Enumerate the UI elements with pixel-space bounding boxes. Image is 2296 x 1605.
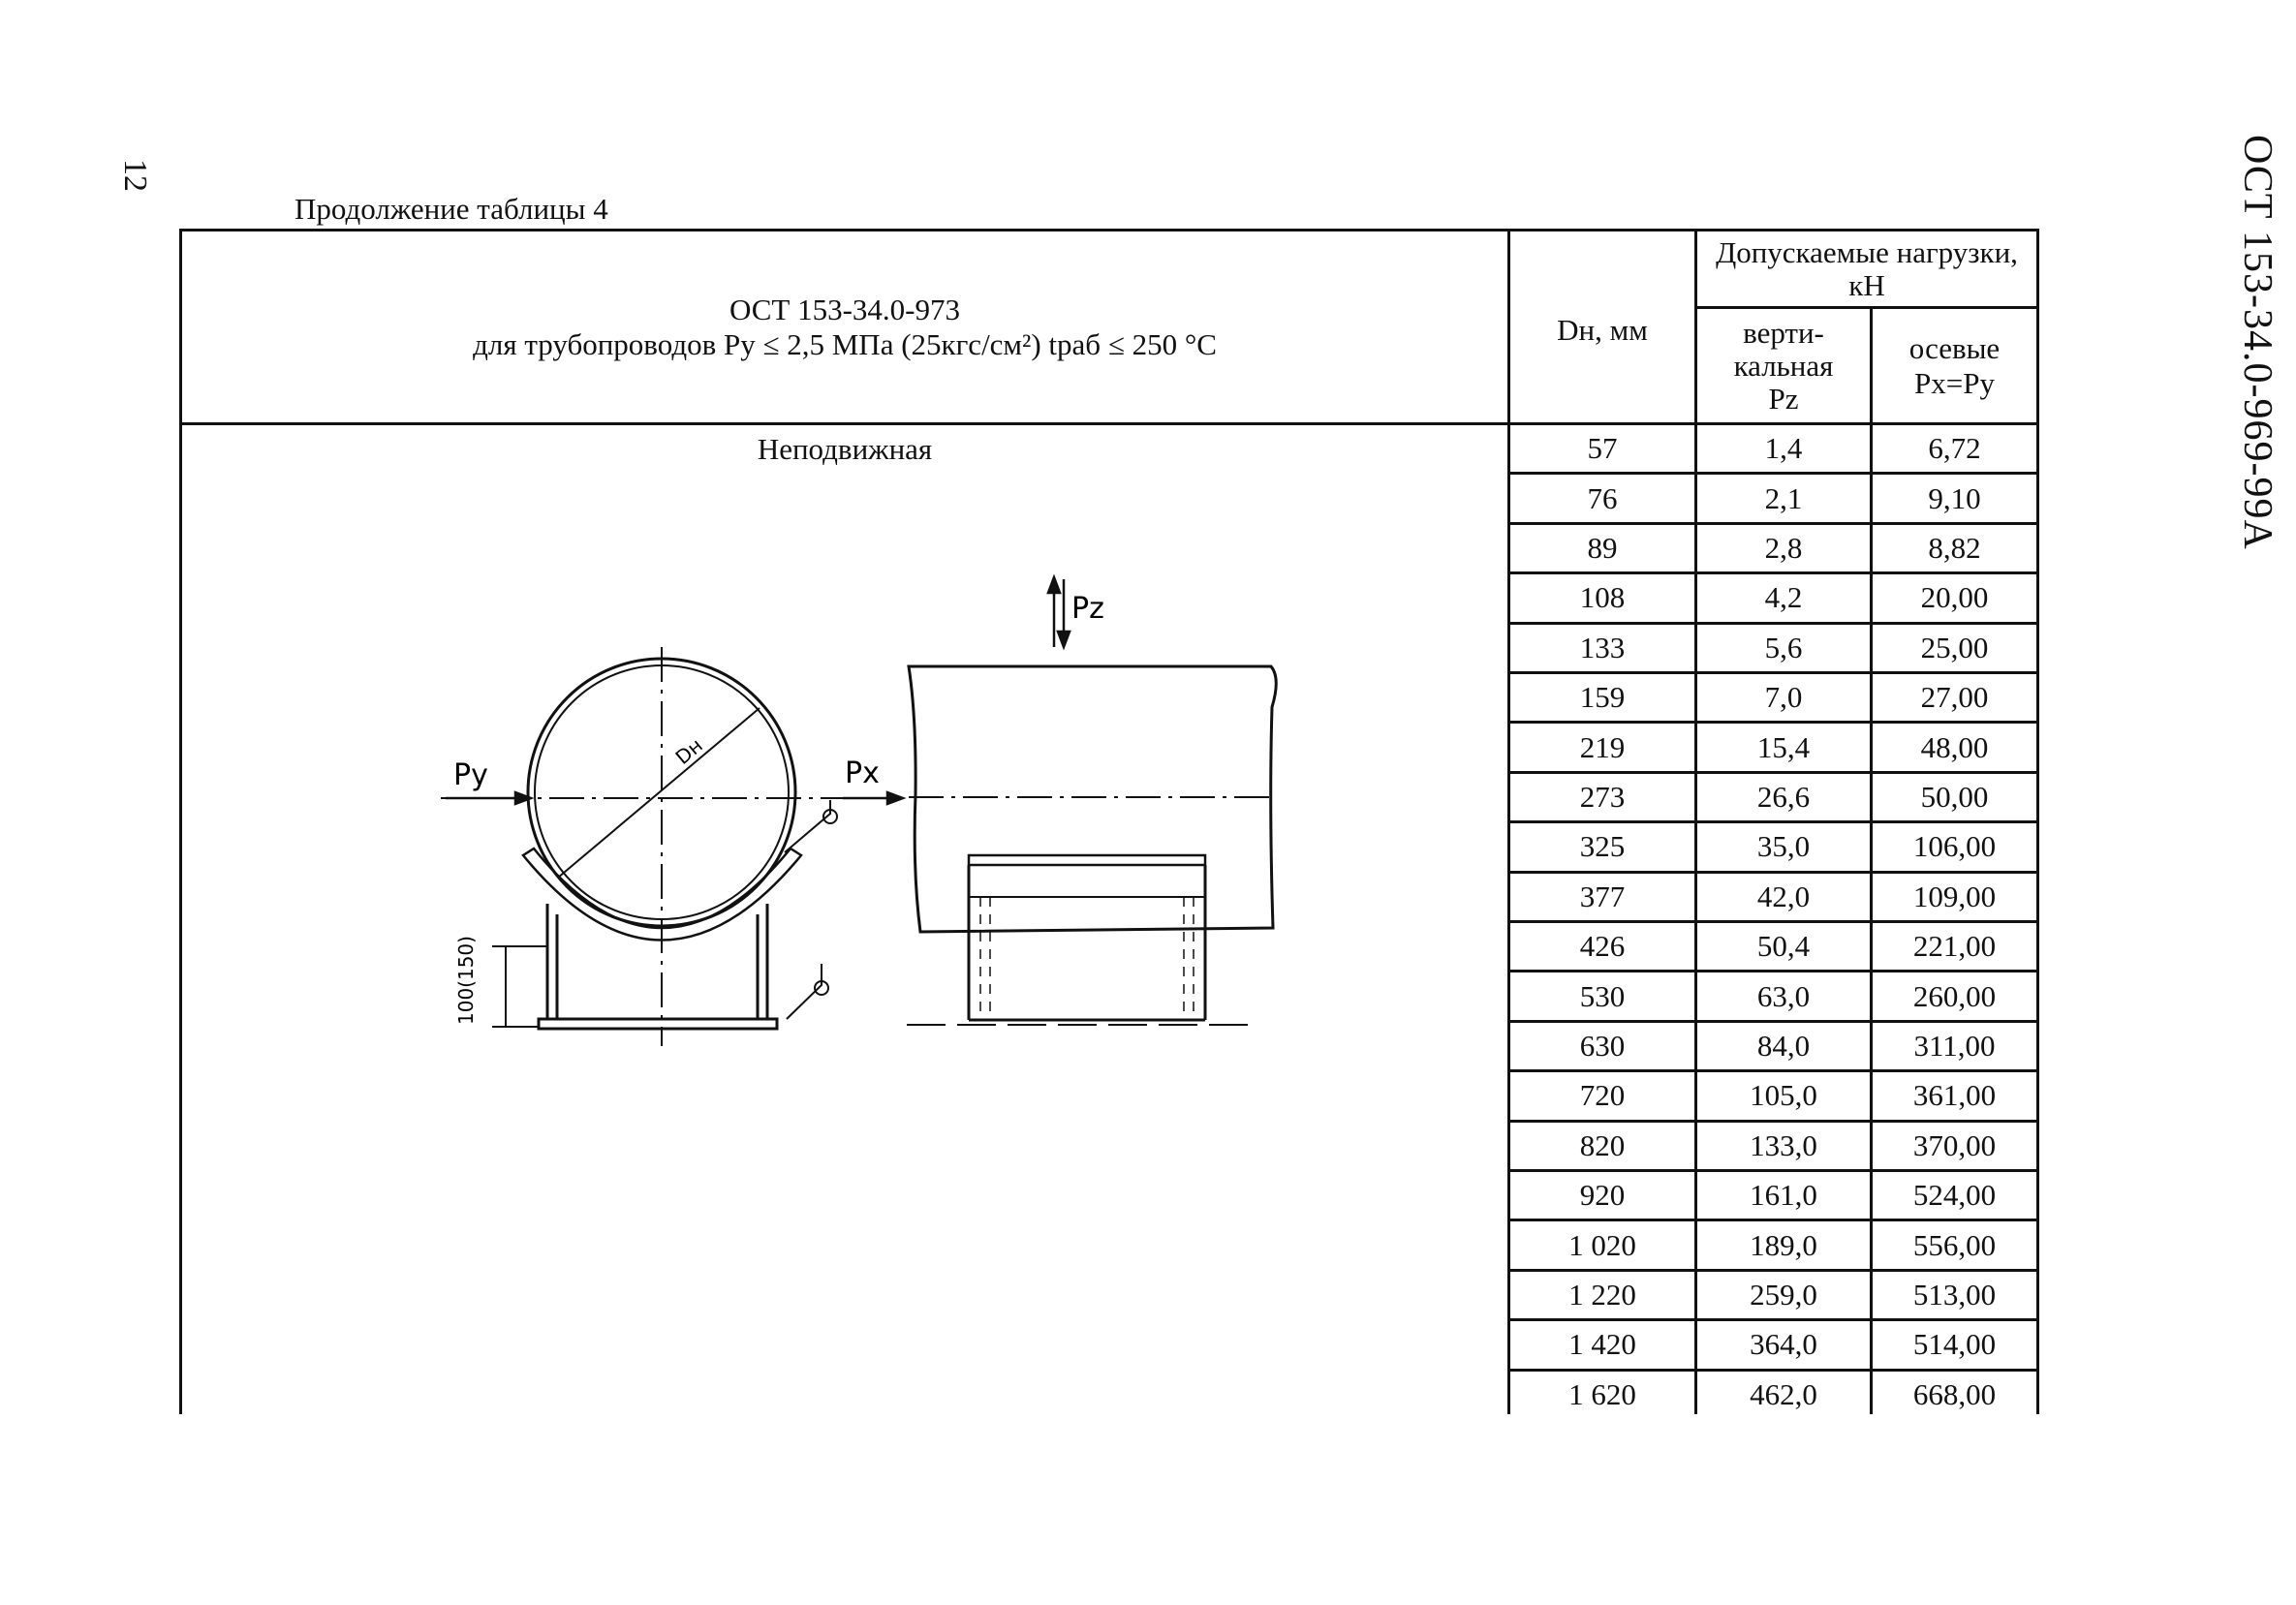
pz-cell: 15,4 [1756, 729, 1811, 764]
diameter-line [558, 708, 760, 878]
dn-cell: 57 [1587, 431, 1618, 466]
label-dn: Dн [670, 733, 707, 769]
dn-cell: 108 [1579, 580, 1626, 615]
pxy-cell: 20,00 [1920, 580, 1989, 615]
row-divider [1507, 1069, 2039, 1072]
pxy-cell: 311,00 [1913, 1028, 1996, 1063]
vertical-load-header [1697, 309, 1870, 422]
vertical-line-1: верти- [1743, 315, 1824, 350]
dn-cell: 426 [1579, 929, 1626, 964]
px-arrow-head [887, 792, 903, 804]
pxy-cell: 370,00 [1912, 1127, 1997, 1162]
pxy-cell: 514,00 [1912, 1327, 1997, 1362]
row-divider [1507, 1369, 2039, 1372]
dn-cell: 630 [1579, 1028, 1626, 1063]
document-code: ОСТ 153-34.0-969-99А [2235, 135, 2280, 550]
pz-cell: 63,0 [1756, 978, 1811, 1013]
dn-cell: 325 [1579, 829, 1626, 864]
pxy-cell: 9,10 [1928, 480, 1981, 515]
row-divider [1507, 1169, 2039, 1172]
pxy-cell: 8,82 [1928, 530, 1981, 565]
pxy-cell: 361,00 [1912, 1078, 1997, 1113]
pz-cell: 5,6 [1764, 630, 1803, 664]
dn-cell: 820 [1579, 1127, 1626, 1162]
dn-cell: 1 220 [1568, 1277, 1636, 1312]
dn-cell: 76 [1587, 480, 1618, 515]
pz-arrow-up-head [1048, 577, 1060, 593]
section-title: Неподвижная [757, 432, 933, 466]
dn-cell: 1 620 [1568, 1376, 1636, 1411]
table-caption: Продолжение таблицы 4 [295, 192, 608, 226]
dn-cell: 920 [1579, 1178, 1626, 1213]
standard-header [182, 231, 1507, 422]
pz-cell: 2,8 [1764, 530, 1803, 565]
dn-cell: 159 [1579, 680, 1626, 715]
row-divider [1507, 871, 2039, 874]
row-divider [1507, 1219, 2039, 1221]
pxy-cell: 109,00 [1912, 879, 1997, 913]
dn-cell: 219 [1579, 729, 1626, 764]
pxy-cell: 27,00 [1920, 680, 1989, 715]
pipe-outer-circle [528, 659, 795, 926]
pz-cell: 7,0 [1764, 680, 1803, 715]
row-divider [1507, 1020, 2039, 1023]
weld-symbol-2 [787, 964, 822, 1019]
row-divider [1507, 721, 2039, 724]
axial-line-2: Рх=Ру [1914, 365, 1995, 400]
pipe-inner-circle [535, 665, 789, 919]
row-divider [1507, 1318, 2039, 1321]
pxy-cell: 668,00 [1912, 1376, 1997, 1411]
pz-cell: 161,0 [1750, 1178, 1817, 1213]
pz-cell: 462,0 [1750, 1376, 1817, 1411]
dn-header: Dн, мм [1557, 313, 1648, 347]
row-divider [1507, 671, 2039, 674]
weld-circle-2 [815, 981, 828, 995]
row-divider [1507, 820, 2039, 823]
row-divider [1507, 571, 2039, 574]
row-divider [1507, 1269, 2039, 1272]
weld-circle-1 [823, 810, 837, 823]
pz-cell: 84,0 [1756, 1028, 1811, 1063]
pxy-cell: 221,00 [1912, 929, 1997, 964]
pz-cell: 2,1 [1764, 480, 1803, 515]
pz-cell: 1,4 [1764, 431, 1803, 466]
pz-arrow-down-head [1058, 632, 1070, 647]
pz-cell: 42,0 [1756, 879, 1811, 913]
standard-title: ОСТ 153-34.0-973 [729, 292, 961, 326]
pxy-cell: 6,72 [1928, 431, 1981, 466]
pz-cell: 259,0 [1750, 1277, 1817, 1312]
pxy-cell: 106,00 [1912, 829, 1997, 864]
pxy-cell: 556,00 [1912, 1227, 1997, 1262]
saddle [523, 849, 801, 941]
label-px: Px [845, 756, 880, 790]
dn-cell: 1 020 [1568, 1227, 1636, 1262]
row-divider [1507, 920, 2039, 923]
vertical-line-3: Pz [1768, 381, 1799, 416]
pz-cell: 189,0 [1750, 1227, 1817, 1262]
label-py: Py [453, 758, 488, 792]
vertical-line-2: кальная [1733, 348, 1834, 383]
row-divider [1507, 771, 2039, 774]
pz-cell: 26,6 [1756, 779, 1811, 814]
dn-cell: 720 [1579, 1078, 1626, 1113]
label-height: 100(150) [454, 936, 478, 1025]
row-divider [1507, 522, 2039, 525]
pipe-side-view [909, 666, 1276, 932]
py-arrow-head [515, 792, 531, 804]
pz-cell: 35,0 [1756, 829, 1811, 864]
pxy-cell: 50,00 [1920, 779, 1989, 814]
pxy-cell: 48,00 [1920, 729, 1989, 764]
dn-cell: 89 [1587, 530, 1618, 565]
pxy-cell: 524,00 [1912, 1178, 1997, 1213]
standard-conditions: для трубопроводов Ру ≤ 2,5 МПа (25кгс/см²) tраб ≤ 250 °С [473, 326, 1217, 361]
page-number: 12 [117, 159, 153, 192]
side-saddle-top [969, 855, 1205, 865]
row-divider [1507, 1120, 2039, 1123]
loads-header: Допускаемые нагрузки, кН [1716, 234, 2018, 302]
pxy-cell: 513,00 [1912, 1277, 1997, 1312]
label-pz: Pz [1071, 592, 1104, 626]
dn-cell: 1 420 [1568, 1327, 1636, 1362]
dn-cell: 530 [1579, 978, 1626, 1013]
axial-load-header [1873, 309, 2036, 422]
base-plate [539, 1019, 777, 1029]
weld-symbol-1 [785, 800, 830, 852]
pz-cell: 364,0 [1750, 1327, 1817, 1362]
pz-cell: 133,0 [1750, 1127, 1817, 1162]
dn-cell: 273 [1579, 779, 1626, 814]
dn-cell: 133 [1579, 630, 1626, 664]
pxy-cell: 260,00 [1912, 978, 1997, 1013]
row-divider [1507, 970, 2039, 972]
pz-cell: 4,2 [1764, 580, 1803, 615]
axial-line-1: осевые [1908, 330, 2001, 365]
row-divider [1507, 472, 2039, 475]
pz-cell: 50,4 [1756, 929, 1811, 964]
pxy-cell: 25,00 [1920, 630, 1989, 664]
pz-cell: 105,0 [1750, 1078, 1817, 1113]
row-divider [1507, 622, 2039, 625]
dn-cell: 377 [1579, 879, 1626, 913]
